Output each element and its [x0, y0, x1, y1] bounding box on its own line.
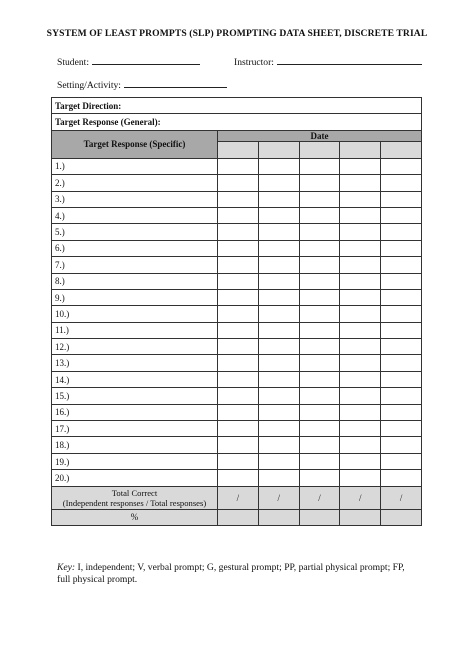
target-response-general-row — [52, 114, 422, 130]
trial-response-cell[interactable] — [299, 306, 340, 322]
trial-response-cell[interactable] — [258, 257, 299, 273]
trial-response-cell[interactable] — [299, 470, 340, 486]
trial-response-cell[interactable] — [218, 453, 259, 469]
trial-row — [52, 339, 422, 355]
date-cell[interactable] — [299, 141, 340, 158]
trial-response-cell[interactable] — [218, 388, 259, 404]
trial-row — [52, 453, 422, 469]
trial-response-cell[interactable] — [381, 322, 422, 338]
total-correct-cell[interactable]: / — [258, 486, 299, 509]
total-correct-label — [52, 486, 218, 509]
trial-row — [52, 240, 422, 256]
trial-row-label[interactable]: 5.) — [52, 224, 218, 240]
trial-row — [52, 158, 422, 174]
student-field — [57, 56, 200, 68]
key-legend — [57, 562, 417, 586]
trial-response-cell[interactable] — [340, 158, 381, 174]
trial-row — [52, 388, 422, 404]
trial-row-label[interactable]: 3.) — [52, 191, 218, 207]
trial-row-label[interactable]: 19.) — [52, 453, 218, 469]
percent-label: % — [52, 509, 218, 525]
page-title: SYSTEM OF LEAST PROMPTS (SLP) PROMPTING DATA SHEET, DISCRETE TRIAL — [46, 28, 428, 39]
trial-response-cell[interactable] — [299, 322, 340, 338]
trial-response-cell[interactable] — [258, 339, 299, 355]
percent-cell[interactable] — [218, 509, 259, 525]
trial-response-cell[interactable] — [381, 207, 422, 223]
trial-response-cell[interactable] — [299, 257, 340, 273]
percent-row — [52, 509, 422, 525]
trial-row-label[interactable]: 7.) — [52, 257, 218, 273]
trial-response-cell[interactable] — [340, 207, 381, 223]
trial-row — [52, 404, 422, 420]
total-correct-cell[interactable]: / — [299, 486, 340, 509]
data-sheet-table — [51, 97, 422, 526]
trial-row-label[interactable]: 4.) — [52, 207, 218, 223]
student-blank-line[interactable] — [92, 56, 200, 65]
trial-response-cell[interactable] — [340, 273, 381, 289]
trial-response-cell[interactable] — [340, 355, 381, 371]
trial-response-cell[interactable] — [381, 371, 422, 387]
trial-row-label[interactable]: 14.) — [52, 371, 218, 387]
trial-response-cell[interactable] — [340, 306, 381, 322]
trial-row-label[interactable]: 6.) — [52, 240, 218, 256]
trial-response-cell[interactable] — [299, 175, 340, 191]
trial-row — [52, 306, 422, 322]
trial-row — [52, 224, 422, 240]
trial-response-cell[interactable] — [218, 437, 259, 453]
trial-row — [52, 371, 422, 387]
date-cell[interactable] — [381, 141, 422, 158]
trial-response-cell[interactable] — [258, 355, 299, 371]
date-cell[interactable] — [218, 141, 259, 158]
trial-row-label[interactable]: 10.) — [52, 306, 218, 322]
target-response-specific-header: Target Response (Specific) — [52, 130, 218, 158]
trial-response-cell[interactable] — [258, 388, 299, 404]
trial-row-label[interactable]: 11.) — [52, 322, 218, 338]
trial-row-label[interactable]: 20.) — [52, 470, 218, 486]
trial-response-cell[interactable] — [218, 322, 259, 338]
trial-response-cell[interactable] — [218, 224, 259, 240]
trial-response-cell[interactable] — [258, 240, 299, 256]
instructor-label: Instructor: — [234, 57, 274, 68]
trial-response-cell[interactable] — [381, 191, 422, 207]
total-correct-row — [52, 486, 422, 509]
trial-response-cell[interactable] — [381, 175, 422, 191]
trial-response-cell[interactable] — [218, 289, 259, 305]
trial-response-cell[interactable] — [299, 388, 340, 404]
trial-response-cell[interactable] — [299, 191, 340, 207]
trial-response-cell[interactable] — [381, 273, 422, 289]
trial-row-label[interactable]: 18.) — [52, 437, 218, 453]
trial-row — [52, 355, 422, 371]
trial-response-cell[interactable] — [258, 207, 299, 223]
trial-response-cell[interactable] — [299, 240, 340, 256]
trial-response-cell[interactable] — [381, 453, 422, 469]
trial-response-cell[interactable] — [381, 404, 422, 420]
trial-response-cell[interactable] — [340, 175, 381, 191]
trial-response-cell[interactable] — [258, 175, 299, 191]
trial-response-cell[interactable] — [381, 240, 422, 256]
setting-field — [57, 79, 227, 91]
trial-response-cell[interactable] — [299, 421, 340, 437]
setting-blank-line[interactable] — [124, 79, 227, 88]
trial-row-label[interactable]: 12.) — [52, 339, 218, 355]
trial-response-cell[interactable] — [381, 257, 422, 273]
trial-row-label[interactable]: 13.) — [52, 355, 218, 371]
date-cell[interactable] — [340, 141, 381, 158]
trial-response-cell[interactable] — [340, 224, 381, 240]
trial-response-cell[interactable] — [258, 306, 299, 322]
trial-response-cell[interactable] — [218, 240, 259, 256]
trial-response-cell[interactable] — [218, 158, 259, 174]
trial-response-cell[interactable] — [218, 404, 259, 420]
trial-response-cell[interactable] — [218, 421, 259, 437]
trial-response-cell[interactable] — [340, 453, 381, 469]
trial-response-cell[interactable] — [258, 453, 299, 469]
total-correct-line1: Total Correct — [111, 487, 158, 498]
date-cell[interactable] — [258, 141, 299, 158]
student-label: Student: — [57, 57, 89, 68]
trial-row — [52, 322, 422, 338]
trial-row-label[interactable]: 2.) — [52, 175, 218, 191]
trial-response-cell[interactable] — [340, 437, 381, 453]
trial-response-cell[interactable] — [258, 191, 299, 207]
setting-label: Setting/Activity: — [57, 80, 121, 91]
trial-response-cell[interactable] — [258, 371, 299, 387]
trial-response-cell[interactable] — [299, 355, 340, 371]
trial-response-cell[interactable] — [299, 273, 340, 289]
trial-response-cell[interactable] — [340, 289, 381, 305]
trial-response-cell[interactable] — [340, 388, 381, 404]
trial-response-cell[interactable] — [381, 388, 422, 404]
trial-response-cell[interactable] — [218, 355, 259, 371]
total-correct-cell[interactable]: / — [340, 486, 381, 509]
percent-cell[interactable] — [299, 509, 340, 525]
trial-response-cell[interactable] — [258, 470, 299, 486]
trial-response-cell[interactable] — [340, 371, 381, 387]
trial-response-cell[interactable] — [258, 289, 299, 305]
trial-response-cell[interactable] — [218, 371, 259, 387]
date-header: Date — [218, 130, 422, 141]
trial-row-label[interactable]: 9.) — [52, 289, 218, 305]
total-correct-cell[interactable]: / — [218, 486, 259, 509]
trial-response-cell[interactable] — [299, 339, 340, 355]
trial-response-cell[interactable] — [218, 306, 259, 322]
total-correct-line2: (Independent responses / Total responses) — [62, 497, 207, 508]
trial-response-cell[interactable] — [340, 240, 381, 256]
trial-response-cell[interactable] — [299, 404, 340, 420]
trial-response-cell[interactable] — [299, 158, 340, 174]
trial-response-cell[interactable] — [381, 224, 422, 240]
trial-response-cell[interactable] — [258, 437, 299, 453]
trial-row-label[interactable]: 16.) — [52, 404, 218, 420]
trial-response-cell[interactable] — [340, 470, 381, 486]
trial-response-cell[interactable] — [381, 158, 422, 174]
trial-row — [52, 470, 422, 486]
total-correct-cell[interactable]: / — [381, 486, 422, 509]
trial-response-cell[interactable] — [381, 306, 422, 322]
trial-response-cell[interactable] — [218, 175, 259, 191]
trial-row — [52, 175, 422, 191]
target-direction-row — [52, 98, 422, 114]
percent-cell[interactable] — [381, 509, 422, 525]
trial-row — [52, 207, 422, 223]
trial-response-cell[interactable] — [340, 191, 381, 207]
trial-response-cell[interactable] — [299, 437, 340, 453]
trial-row — [52, 421, 422, 437]
trial-response-cell[interactable] — [218, 273, 259, 289]
trial-response-cell[interactable] — [258, 273, 299, 289]
trial-response-cell[interactable] — [299, 289, 340, 305]
trial-response-cell[interactable] — [218, 339, 259, 355]
target-response-general-label[interactable]: Target Response (General): — [52, 114, 422, 130]
trial-row-label[interactable]: 1.) — [52, 158, 218, 174]
trial-row — [52, 289, 422, 305]
trial-response-cell[interactable] — [218, 470, 259, 486]
trial-response-cell[interactable] — [381, 470, 422, 486]
trial-response-cell[interactable] — [299, 371, 340, 387]
key-text: I, independent; V, verbal prompt; G, gestural prompt; PP, partial physical prompt; FP, full physical prompt. — [57, 562, 405, 585]
trial-row — [52, 437, 422, 453]
trial-response-cell[interactable] — [340, 404, 381, 420]
percent-cell[interactable] — [340, 509, 381, 525]
trial-response-cell[interactable] — [218, 207, 259, 223]
trial-response-cell[interactable] — [218, 191, 259, 207]
trial-response-cell[interactable] — [258, 158, 299, 174]
trial-row-label[interactable]: 15.) — [52, 388, 218, 404]
percent-cell[interactable] — [258, 509, 299, 525]
trial-response-cell[interactable] — [299, 453, 340, 469]
trial-row — [52, 257, 422, 273]
trial-row — [52, 191, 422, 207]
trial-response-cell[interactable] — [381, 339, 422, 355]
trial-response-cell[interactable] — [381, 437, 422, 453]
trial-row-label[interactable]: 8.) — [52, 273, 218, 289]
key-label: Key: — [57, 562, 76, 573]
header-row — [52, 130, 422, 141]
target-direction-label[interactable]: Target Direction: — [52, 98, 422, 114]
trial-response-cell[interactable] — [381, 355, 422, 371]
trial-response-cell[interactable] — [340, 339, 381, 355]
trial-response-cell[interactable] — [340, 257, 381, 273]
trial-response-cell[interactable] — [218, 257, 259, 273]
instructor-field — [234, 56, 422, 68]
instructor-blank-line[interactable] — [277, 56, 422, 65]
trial-response-cell[interactable] — [381, 421, 422, 437]
trial-response-cell[interactable] — [258, 404, 299, 420]
trial-response-cell[interactable] — [258, 224, 299, 240]
trial-row — [52, 273, 422, 289]
trial-response-cell[interactable] — [340, 421, 381, 437]
trial-response-cell[interactable] — [381, 289, 422, 305]
trial-response-cell[interactable] — [258, 421, 299, 437]
trial-response-cell[interactable] — [258, 322, 299, 338]
trial-row-label[interactable]: 17.) — [52, 421, 218, 437]
trial-response-cell[interactable] — [340, 322, 381, 338]
trial-response-cell[interactable] — [299, 207, 340, 223]
trial-response-cell[interactable] — [299, 224, 340, 240]
